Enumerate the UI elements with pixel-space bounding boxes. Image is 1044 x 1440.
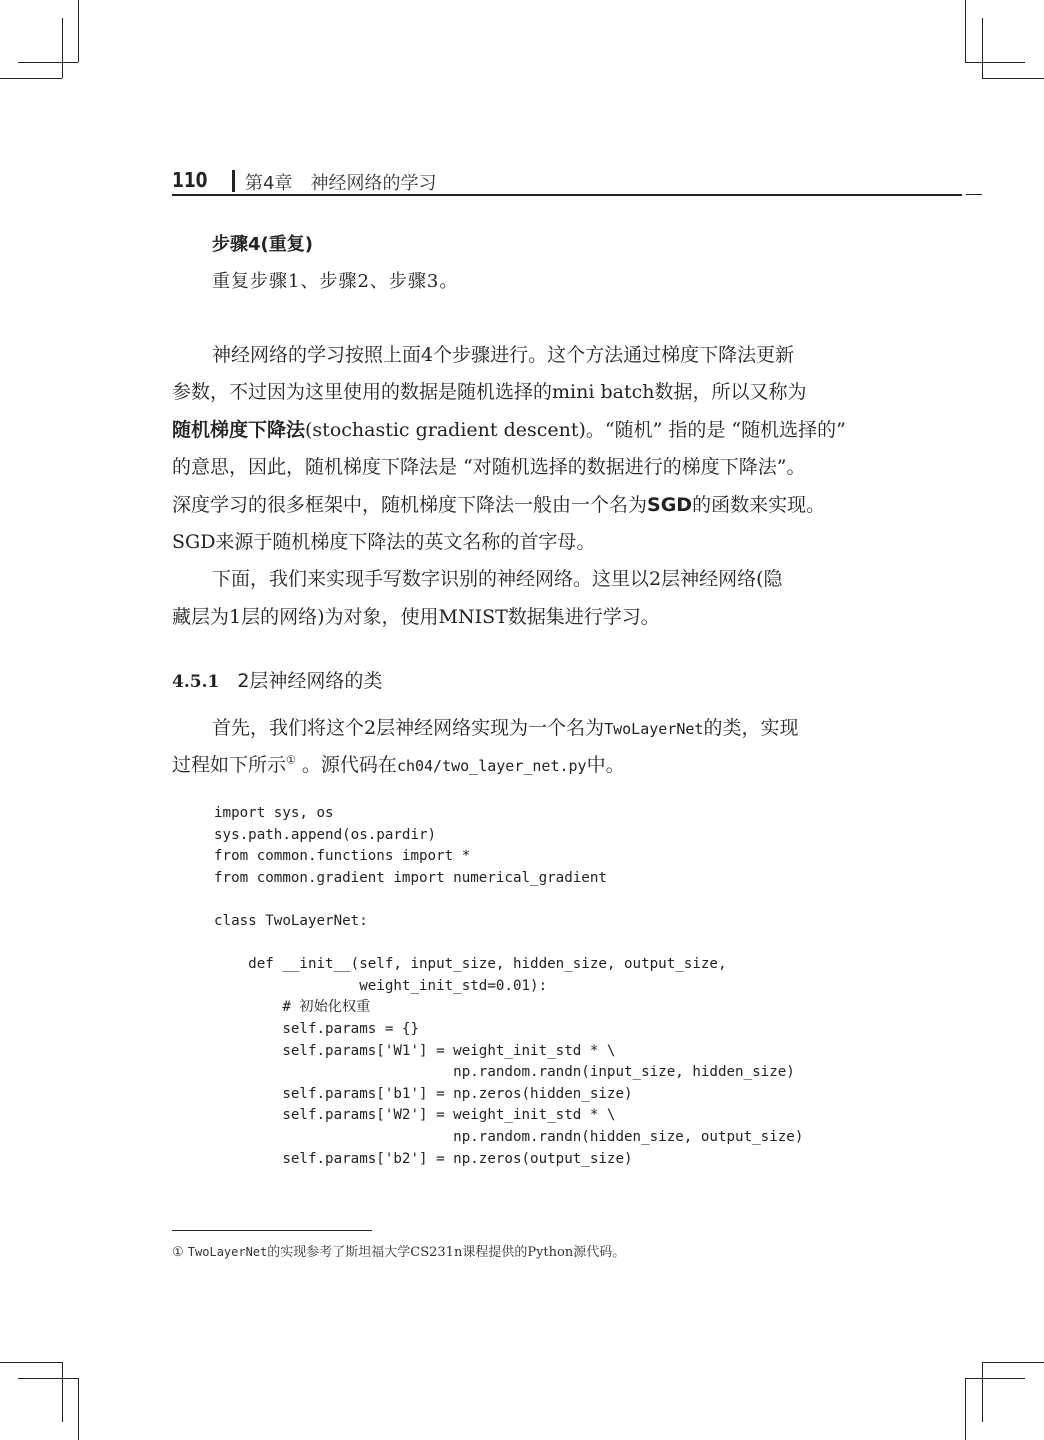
text-line — [172, 452, 805, 479]
code-line: np.random.randn(input_size, hidden_size) — [214, 1064, 795, 1081]
section-heading — [172, 666, 382, 693]
text-segment: 的意思，因此，随机梯度下降法是 “对随机选择的数据进行的梯度下降法”。 — [172, 456, 806, 479]
footnote — [172, 1241, 625, 1260]
text-segment: SGD来源于随机梯度下降法的英文名称的首字母。 — [172, 531, 596, 553]
text-line — [172, 415, 846, 442]
footnote-text: 的实现参考了斯坦福大学CS231n课程提供的Python源代码。 — [267, 1245, 626, 1260]
bold-term: 随机梯度下降法 — [172, 418, 306, 441]
header-rule — [172, 194, 962, 196]
code-line: class TwoLayerNet: — [214, 912, 368, 929]
bold-term: SGD — [647, 493, 693, 516]
text-line — [212, 564, 783, 591]
text-line — [172, 527, 595, 554]
inline-code: TwoLayerNet — [604, 720, 704, 738]
code-line: def __init__(self, input_size, hidden_size, output_size, — [214, 956, 727, 973]
code-line: import sys, os — [214, 805, 334, 821]
section-number: 4.5.1 — [172, 672, 220, 692]
section-title: 2层神经网络的类 — [237, 670, 383, 692]
text-segment: (stochastic gradient descent)。“随机” 指的是 “随机选择的” — [305, 418, 846, 441]
footnote-rule — [172, 1230, 372, 1231]
chapter-title: 第4章 神经网络的学习 — [245, 173, 437, 194]
text-segment: 藏层为1层的网络)为对象，使用MNIST数据集进行学习。 — [172, 605, 660, 628]
text-segment: 下面，我们来实现手写数字识别的神经网络。这里以2层神经网络(隐 — [212, 568, 783, 591]
text-line — [172, 750, 625, 777]
text-segment: 的类，实现 — [703, 717, 799, 739]
code-line: self.params['b1'] = np.zeros(hidden_size) — [214, 1085, 633, 1102]
footnote-marker: ① — [172, 1245, 184, 1260]
text-segment: 深度学习的很多框架中，随机梯度下降法一般由一个名为 — [172, 493, 648, 516]
text-segment: 首先，我们将这个2层神经网络实现为一个名为 — [212, 717, 605, 739]
text-segment: 中。 — [586, 754, 625, 777]
page-number: 110 — [172, 168, 208, 192]
text-segment: 的函数来实现。 — [692, 493, 826, 516]
inline-code: ch04/two_layer_net.py — [396, 757, 587, 776]
code-line: self.params['W1'] = weight_init_std * \ — [214, 1042, 616, 1059]
code-line: from common.gradient import numerical_gradient — [214, 869, 607, 886]
code-line: sys.path.append(os.pardir) — [214, 826, 437, 843]
text-segment: 参数，不过因为这里使用的数据是随机选择的mini batch数据，所以又称为 — [172, 381, 807, 404]
text-line — [212, 713, 798, 740]
header-bar — [232, 170, 235, 192]
code-line: np.random.randn(hidden_size, output_size) — [214, 1128, 804, 1145]
code-listing — [214, 803, 803, 1170]
text-line — [212, 340, 794, 367]
code-line: # 初始化权重 — [214, 999, 371, 1016]
text-line — [172, 377, 806, 404]
text-line — [172, 602, 660, 629]
step-body: 重复步骤1、步骤2、步骤3。 — [212, 271, 459, 292]
text-segment: 神经网络的学习按照上面4个步骤进行。这个方法通过梯度下降法更新 — [212, 344, 795, 366]
step-title: 步骤4(重复) — [212, 234, 313, 255]
code-line: from common.functions import * — [214, 848, 471, 865]
code-line: self.params['W2'] = weight_init_std * \ — [214, 1107, 616, 1124]
footnote-code: TwoLayerNet — [187, 1245, 268, 1259]
text-line — [172, 490, 825, 517]
text-segment: 。源代码在 — [295, 754, 397, 777]
code-line: self.params = {} — [214, 1020, 419, 1037]
text-segment: 过程如下所示 — [172, 754, 287, 777]
code-line — [214, 889, 803, 911]
code-line — [214, 933, 803, 955]
footnote-ref: ① — [286, 754, 296, 768]
code-line: self.params['b2'] = np.zeros(output_size) — [214, 1150, 633, 1167]
code-line: weight_init_std=0.01): — [214, 977, 548, 994]
